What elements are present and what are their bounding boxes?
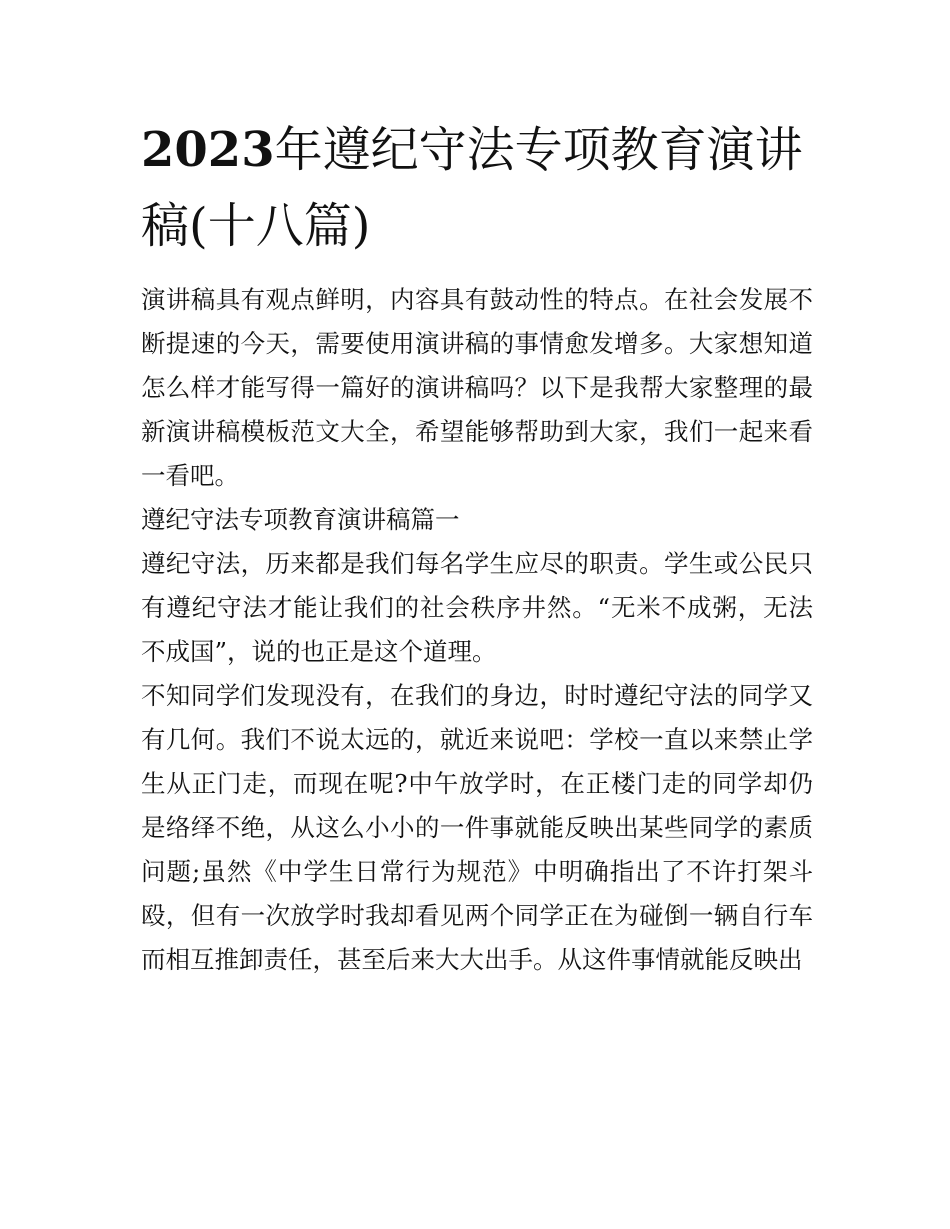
body-paragraph: 遵纪守法，历来都是我们每名学生应尽的职责。学生或公民只有遵纪守法才能让我们的社会秩序井然。“无米不成粥，无法不成国”，说的也正是这个道理。 bbox=[141, 549, 813, 666]
section-heading: 遵纪守法专项教育演讲稿篇一 bbox=[141, 505, 460, 534]
body-paragraph: 不知同学们发现没有，在我们的身边，时时遵纪守法的同学又有几何。我们不说太远的，就近来说吧：学校一直以来禁止学生从正门走，而现在呢?中午放学时，在正楼门走的同学却仍是络绎不绝，从这么小小的一件事就能反映出某些同学的素质问题;虽然《中学生日常行为规范》中明确指出了不许打架斗殴，但有一次放学时我却看见两个同学正在为碰倒一辆自行车而相互推卸责任，甚至后来大大出手。从这件事情就能反映出 bbox=[141, 681, 813, 974]
title-text: 年遵纪守法专项教育演讲稿(十八篇) bbox=[141, 122, 803, 254]
intro-paragraph: 演讲稿具有观点鲜明，内容具有鼓动性的特点。在社会发展不断提速的今天，需要使用演讲稿的事情愈发增多。大家想知道怎么样才能写得一篇好的演讲稿吗？以下是我帮大家整理的最新演讲稿模板范文大全，希望能够帮助到大家，我们一起来看一看吧。 bbox=[141, 285, 813, 490]
title-year: 2023 bbox=[141, 122, 275, 178]
document-title bbox=[141, 112, 813, 264]
document-body bbox=[141, 278, 813, 982]
